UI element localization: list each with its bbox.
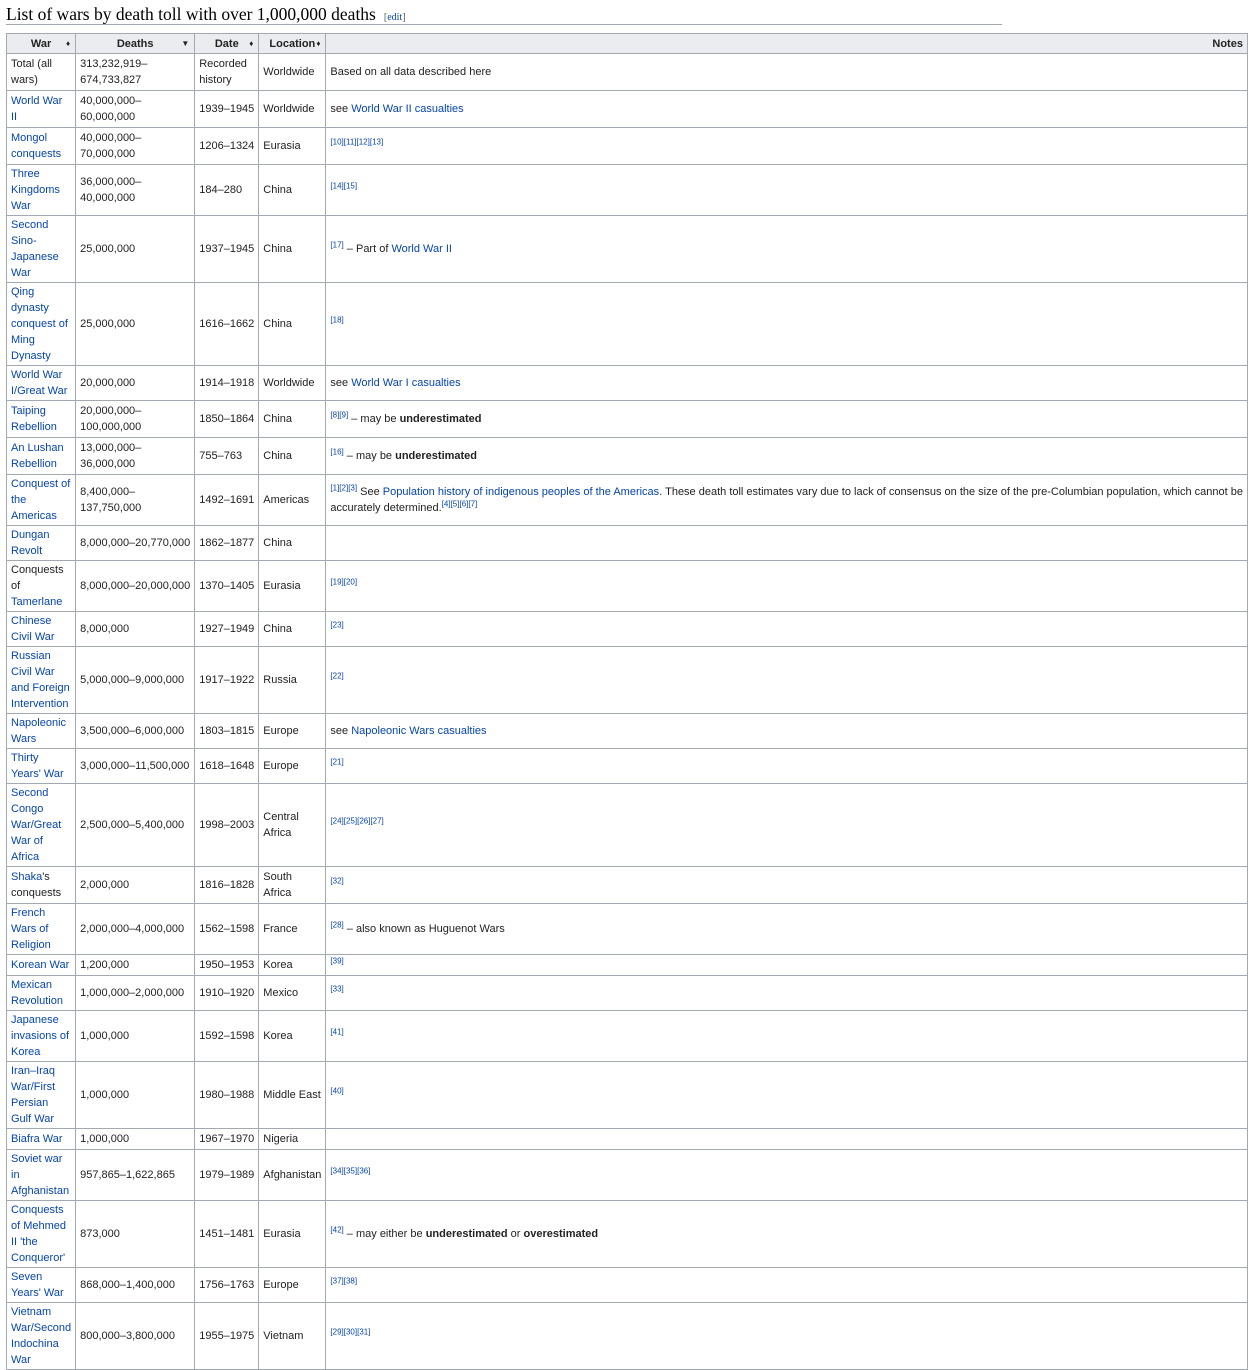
column-header-war[interactable] [7, 34, 76, 54]
notes-cell [326, 561, 1248, 612]
deaths-cell: 957,865–1,622,865 [76, 1150, 195, 1201]
deaths-cell: 2,000,000 [76, 867, 195, 904]
date-cell: 1917–1922 [195, 647, 259, 714]
citation-ref[interactable]: [22] [330, 671, 344, 681]
citation-ref[interactable]: [39] [330, 956, 344, 966]
table-header-row [7, 34, 1248, 54]
cell-text: – also known as Huguenot Wars [343, 923, 505, 935]
citation-ref[interactable]: [10][11][12][13] [330, 137, 384, 147]
wiki-link[interactable]: Thirty Years' War [11, 752, 64, 780]
column-header-deaths[interactable] [76, 34, 195, 54]
war-cell [7, 283, 76, 366]
war-cell [7, 561, 76, 612]
cell-text: or [507, 1228, 524, 1240]
notes-cell [326, 976, 1248, 1011]
wiki-link[interactable]: Conquests of Mehmed II 'the Conqueror' [11, 1204, 67, 1264]
war-cell [7, 612, 76, 647]
deaths-cell: 8,000,000 [76, 612, 195, 647]
cell-text: Based on all data described here [330, 66, 492, 78]
deaths-cell: 873,000 [76, 1201, 195, 1268]
location-cell: China [259, 165, 326, 216]
date-cell: 1492–1691 [195, 475, 259, 526]
wars-table [6, 33, 1248, 1370]
wiki-link[interactable]: Russian Civil War and Foreign Intervention [11, 650, 70, 710]
table-row [7, 647, 1248, 714]
wiki-link[interactable]: Seven Years' War [11, 1271, 64, 1299]
citation-ref[interactable]: [18] [330, 315, 344, 325]
table-row [7, 904, 1248, 955]
table-row [7, 561, 1248, 612]
deaths-cell: 8,000,000–20,770,000 [76, 526, 195, 561]
location-cell: China [259, 283, 326, 366]
deaths-cell: 40,000,000– 70,000,000 [76, 128, 195, 165]
war-cell [7, 1011, 76, 1062]
wiki-link[interactable]: Mongol conquests [11, 132, 62, 160]
location-cell: China [259, 612, 326, 647]
location-cell: China [259, 401, 326, 438]
table-row [7, 283, 1248, 366]
column-header-label: Notes [1212, 37, 1243, 50]
table-row [7, 1062, 1248, 1129]
deaths-cell: 5,000,000–9,000,000 [76, 647, 195, 714]
location-cell: Worldwide [259, 54, 326, 91]
war-cell [7, 526, 76, 561]
wiki-link[interactable]: Second Sino-Japanese War [11, 219, 59, 279]
date-cell: Recorded history [195, 54, 259, 91]
wiki-link[interactable]: Taiping Rebellion [11, 405, 57, 433]
notes-cell [326, 904, 1248, 955]
table-row [7, 128, 1248, 165]
date-cell: 1980–1988 [195, 1062, 259, 1129]
deaths-cell: 1,000,000 [76, 1129, 195, 1150]
citation-ref[interactable]: [8][9] [330, 410, 349, 420]
location-cell: China [259, 526, 326, 561]
citation-ref[interactable]: [17] [330, 240, 344, 250]
notes-cell [326, 1150, 1248, 1201]
war-cell [7, 647, 76, 714]
edit-bracket-close: ] [402, 12, 406, 23]
wiki-link[interactable]: World War II [391, 243, 452, 255]
column-header-label: War [30, 37, 52, 50]
wiki-link[interactable]: Conquest of the Americas [11, 478, 71, 522]
war-cell [7, 401, 76, 438]
sort-both-icon[interactable]: ♦ [249, 39, 254, 48]
location-cell: Europe [259, 1268, 326, 1303]
notes-cell [326, 1303, 1248, 1370]
war-cell [7, 867, 76, 904]
table-row [7, 216, 1248, 283]
location-cell: Korea [259, 1011, 326, 1062]
table-row [7, 784, 1248, 867]
war-cell [7, 904, 76, 955]
war-cell [7, 1062, 76, 1129]
date-cell: 1910–1920 [195, 976, 259, 1011]
notes-cell [326, 1011, 1248, 1062]
wiki-link[interactable]: Second Congo War/Great War of Africa [11, 787, 62, 863]
column-header-date[interactable] [195, 34, 259, 54]
date-cell: 1998–2003 [195, 784, 259, 867]
cell-text: – may be [348, 413, 400, 425]
deaths-cell: 13,000,000– 36,000,000 [76, 438, 195, 475]
citation-ref[interactable]: [37][38] [330, 1276, 358, 1286]
date-cell: 1862–1877 [195, 526, 259, 561]
wiki-link[interactable]: Population history of indigenous peoples of the Americas [382, 486, 660, 498]
notes-cell [326, 91, 1248, 128]
emphasis-text: underestimated [395, 450, 478, 462]
notes-cell [326, 647, 1248, 714]
table-row [7, 165, 1248, 216]
section-title [6, 4, 406, 25]
notes-cell [326, 475, 1248, 526]
sort-both-icon[interactable]: ♦ [66, 39, 71, 48]
deaths-cell: 313,232,919– 674,733,827 [76, 54, 195, 91]
date-cell: 1937–1945 [195, 216, 259, 283]
deaths-cell: 2,500,000–5,400,000 [76, 784, 195, 867]
location-cell: Worldwide [259, 91, 326, 128]
wiki-link[interactable]: Biafra War [11, 1133, 63, 1145]
deaths-cell: 25,000,000 [76, 216, 195, 283]
citation-ref[interactable]: [34][35][36] [330, 1166, 371, 1176]
cell-text: see [330, 377, 352, 389]
table-row [7, 475, 1248, 526]
wiki-link[interactable]: French Wars of Religion [11, 907, 51, 951]
column-header-notes [326, 34, 1248, 54]
citation-ref[interactable]: [28] [330, 920, 344, 930]
table-row [7, 91, 1248, 128]
date-cell: 184–280 [195, 165, 259, 216]
date-cell: 1950–1953 [195, 955, 259, 976]
war-cell [7, 1201, 76, 1268]
war-cell [7, 976, 76, 1011]
war-cell [7, 749, 76, 784]
war-cell [7, 366, 76, 401]
notes-cell [326, 54, 1248, 91]
citation-ref[interactable]: [33] [330, 984, 344, 994]
notes-cell [326, 1062, 1248, 1129]
deaths-cell: 3,500,000–6,000,000 [76, 714, 195, 749]
sort-both-icon[interactable]: ♦ [316, 39, 321, 48]
wiki-link[interactable]: World War I casualties [351, 377, 461, 389]
date-cell: 1562–1598 [195, 904, 259, 955]
date-cell: 1370–1405 [195, 561, 259, 612]
citation-ref[interactable]: [42] [330, 1225, 344, 1235]
war-cell [7, 54, 76, 91]
date-cell: 1914–1918 [195, 366, 259, 401]
notes-cell [326, 1201, 1248, 1268]
location-cell: Worldwide [259, 366, 326, 401]
wiki-link[interactable]: Mexican Revolution [11, 979, 63, 1007]
column-header-label: Date [214, 37, 239, 50]
notes-cell [326, 1268, 1248, 1303]
wiki-link[interactable]: Chinese Civil War [11, 615, 55, 643]
column-header-label: Location [269, 37, 316, 50]
column-header-location[interactable] [259, 34, 326, 54]
deaths-cell: 2,000,000–4,000,000 [76, 904, 195, 955]
war-cell [7, 165, 76, 216]
date-cell: 1803–1815 [195, 714, 259, 749]
citation-ref[interactable]: [24][25][26][27] [330, 816, 384, 826]
table-body [7, 54, 1248, 1370]
location-cell: Russia [259, 647, 326, 714]
date-cell: 1816–1828 [195, 867, 259, 904]
notes-cell [326, 401, 1248, 438]
wiki-link[interactable]: Korean War [11, 959, 70, 971]
deaths-cell: 8,000,000–20,000,000 [76, 561, 195, 612]
table-row [7, 612, 1248, 647]
wiki-link[interactable]: Iran–Iraq War/First Persian Gulf War [11, 1065, 56, 1125]
wiki-link[interactable]: World War II casualties [351, 103, 464, 115]
notes-cell [326, 1129, 1248, 1150]
wiki-link[interactable]: Vietnam War/Second Indochina War [11, 1306, 72, 1366]
location-cell: Americas [259, 475, 326, 526]
location-cell: China [259, 438, 326, 475]
date-cell: 1939–1945 [195, 91, 259, 128]
wiki-link[interactable]: An Lushan Rebellion [11, 442, 64, 470]
wiki-link[interactable]: Shaka [11, 871, 43, 883]
wiki-link[interactable]: Dungan Revolt [11, 529, 50, 557]
column-header-label: Deaths [116, 37, 154, 50]
citation-ref[interactable]: [16] [330, 447, 344, 457]
notes-cell [326, 438, 1248, 475]
location-cell: Central Africa [259, 784, 326, 867]
cell-text: – may either be [343, 1228, 426, 1240]
cell-text: Conquests of [11, 564, 64, 592]
notes-cell [326, 955, 1248, 976]
location-cell: Eurasia [259, 561, 326, 612]
table-row [7, 401, 1248, 438]
notes-cell [326, 867, 1248, 904]
location-cell: France [259, 904, 326, 955]
war-cell [7, 1303, 76, 1370]
date-cell: 1592–1598 [195, 1011, 259, 1062]
date-cell: 1850–1864 [195, 401, 259, 438]
war-cell [7, 1129, 76, 1150]
wiki-link[interactable]: Tamerlane [11, 596, 63, 608]
location-cell: Nigeria [259, 1129, 326, 1150]
date-cell: 1927–1949 [195, 612, 259, 647]
location-cell: Mexico [259, 976, 326, 1011]
date-cell: 1206–1324 [195, 128, 259, 165]
location-cell: Europe [259, 749, 326, 784]
deaths-cell: 25,000,000 [76, 283, 195, 366]
table-row [7, 749, 1248, 784]
war-cell [7, 128, 76, 165]
sort-down-icon[interactable]: ▼ [181, 39, 190, 48]
deaths-cell: 36,000,000– 40,000,000 [76, 165, 195, 216]
location-cell: China [259, 216, 326, 283]
wiki-link[interactable]: World War II [11, 95, 63, 123]
edit-link[interactable]: edit [387, 12, 403, 23]
date-cell: 1955–1975 [195, 1303, 259, 1370]
citation-ref[interactable]: [32] [330, 876, 344, 886]
table-row [7, 1011, 1248, 1062]
war-cell [7, 955, 76, 976]
section-title-text: List of wars by death toll with over 1,000,000 deaths [6, 4, 376, 24]
war-cell [7, 91, 76, 128]
citation-ref[interactable]: [19][20] [330, 577, 358, 587]
deaths-cell: 1,000,000 [76, 1062, 195, 1129]
war-cell [7, 714, 76, 749]
wiki-link[interactable]: Napoleonic Wars [11, 717, 67, 745]
notes-cell [326, 165, 1248, 216]
cell-text: see [330, 103, 352, 115]
location-cell: Korea [259, 955, 326, 976]
notes-cell [326, 784, 1248, 867]
cell-text: . These death toll estimates vary due to lack of consensus on the size of the pre-Columbian population, which cannot be accurately determined. [330, 486, 1243, 514]
date-cell: 1979–1989 [195, 1150, 259, 1201]
emphasis-text: overestimated [523, 1228, 599, 1240]
deaths-cell: 40,000,000– 60,000,000 [76, 91, 195, 128]
citation-ref[interactable]: [1][2][3] [330, 483, 358, 493]
cell-text: – may be [343, 450, 396, 462]
location-cell: Eurasia [259, 128, 326, 165]
citation-ref[interactable]: [41] [330, 1027, 344, 1037]
date-cell: 1451–1481 [195, 1201, 259, 1268]
cell-text: Total (all wars) [11, 58, 52, 86]
edit-bracket-open: [ [383, 12, 388, 23]
notes-cell [326, 366, 1248, 401]
war-cell [7, 1150, 76, 1201]
wiki-link[interactable]: Soviet war in Afghanistan [11, 1153, 70, 1197]
edit-section [384, 12, 406, 23]
location-cell: Afghanistan [259, 1150, 326, 1201]
deaths-cell: 20,000,000 [76, 366, 195, 401]
war-cell [7, 216, 76, 283]
section-heading [6, 2, 1002, 25]
date-cell: 1967–1970 [195, 1129, 259, 1150]
cell-text: 's conquests [11, 871, 62, 899]
date-cell: 1618–1648 [195, 749, 259, 784]
table-row [7, 955, 1248, 976]
wiki-link[interactable]: Napoleonic Wars casualties [351, 725, 487, 737]
table-row [7, 1129, 1248, 1150]
notes-cell [326, 749, 1248, 784]
notes-cell [326, 526, 1248, 561]
table-row [7, 366, 1248, 401]
cell-text: – Part of [343, 243, 392, 255]
wiki-link[interactable]: Japanese invasions of Korea [11, 1014, 70, 1058]
deaths-cell: 800,000–3,800,000 [76, 1303, 195, 1370]
deaths-cell: 3,000,000–11,500,000 [76, 749, 195, 784]
location-cell: Europe [259, 714, 326, 749]
citation-ref[interactable]: [29][30][31] [330, 1327, 371, 1337]
war-cell [7, 1268, 76, 1303]
deaths-cell: 20,000,000– 100,000,000 [76, 401, 195, 438]
citation-ref[interactable]: [14][15] [330, 181, 358, 191]
war-cell [7, 438, 76, 475]
citation-ref[interactable]: [21] [330, 757, 344, 767]
cell-text: See [357, 486, 383, 498]
table-row [7, 1268, 1248, 1303]
date-cell: 755–763 [195, 438, 259, 475]
deaths-cell: 1,000,000 [76, 1011, 195, 1062]
war-cell [7, 784, 76, 867]
notes-cell [326, 216, 1248, 283]
table-row [7, 714, 1248, 749]
emphasis-text: underestimated [425, 1228, 508, 1240]
location-cell: Vietnam [259, 1303, 326, 1370]
wiki-link[interactable]: Three Kingdoms War [11, 168, 60, 212]
wiki-link[interactable]: World War I/Great War [11, 369, 68, 397]
table-row [7, 867, 1248, 904]
date-cell: 1616–1662 [195, 283, 259, 366]
notes-cell [326, 612, 1248, 647]
citation-ref[interactable]: [40] [330, 1086, 344, 1096]
table-row [7, 976, 1248, 1011]
notes-cell [326, 714, 1248, 749]
location-cell: South Africa [259, 867, 326, 904]
deaths-cell: 8,400,000– 137,750,000 [76, 475, 195, 526]
deaths-cell: 868,000–1,400,000 [76, 1268, 195, 1303]
date-cell: 1756–1763 [195, 1268, 259, 1303]
notes-cell [326, 283, 1248, 366]
table-row [7, 438, 1248, 475]
table-row [7, 54, 1248, 91]
table-row [7, 1150, 1248, 1201]
deaths-cell: 1,000,000–2,000,000 [76, 976, 195, 1011]
war-cell [7, 475, 76, 526]
citation-ref[interactable]: [23] [330, 620, 344, 630]
emphasis-text: underestimated [399, 413, 482, 425]
table-row [7, 1201, 1248, 1268]
wiki-link[interactable]: Qing dynasty conquest of Ming Dynasty [11, 286, 68, 362]
table-row [7, 526, 1248, 561]
location-cell: Eurasia [259, 1201, 326, 1268]
cell-text: see [330, 725, 352, 737]
table-row [7, 1303, 1248, 1370]
deaths-cell: 1,200,000 [76, 955, 195, 976]
location-cell: Middle East [259, 1062, 326, 1129]
notes-cell [326, 128, 1248, 165]
citation-ref[interactable]: [4][5][6][7] [441, 499, 478, 509]
